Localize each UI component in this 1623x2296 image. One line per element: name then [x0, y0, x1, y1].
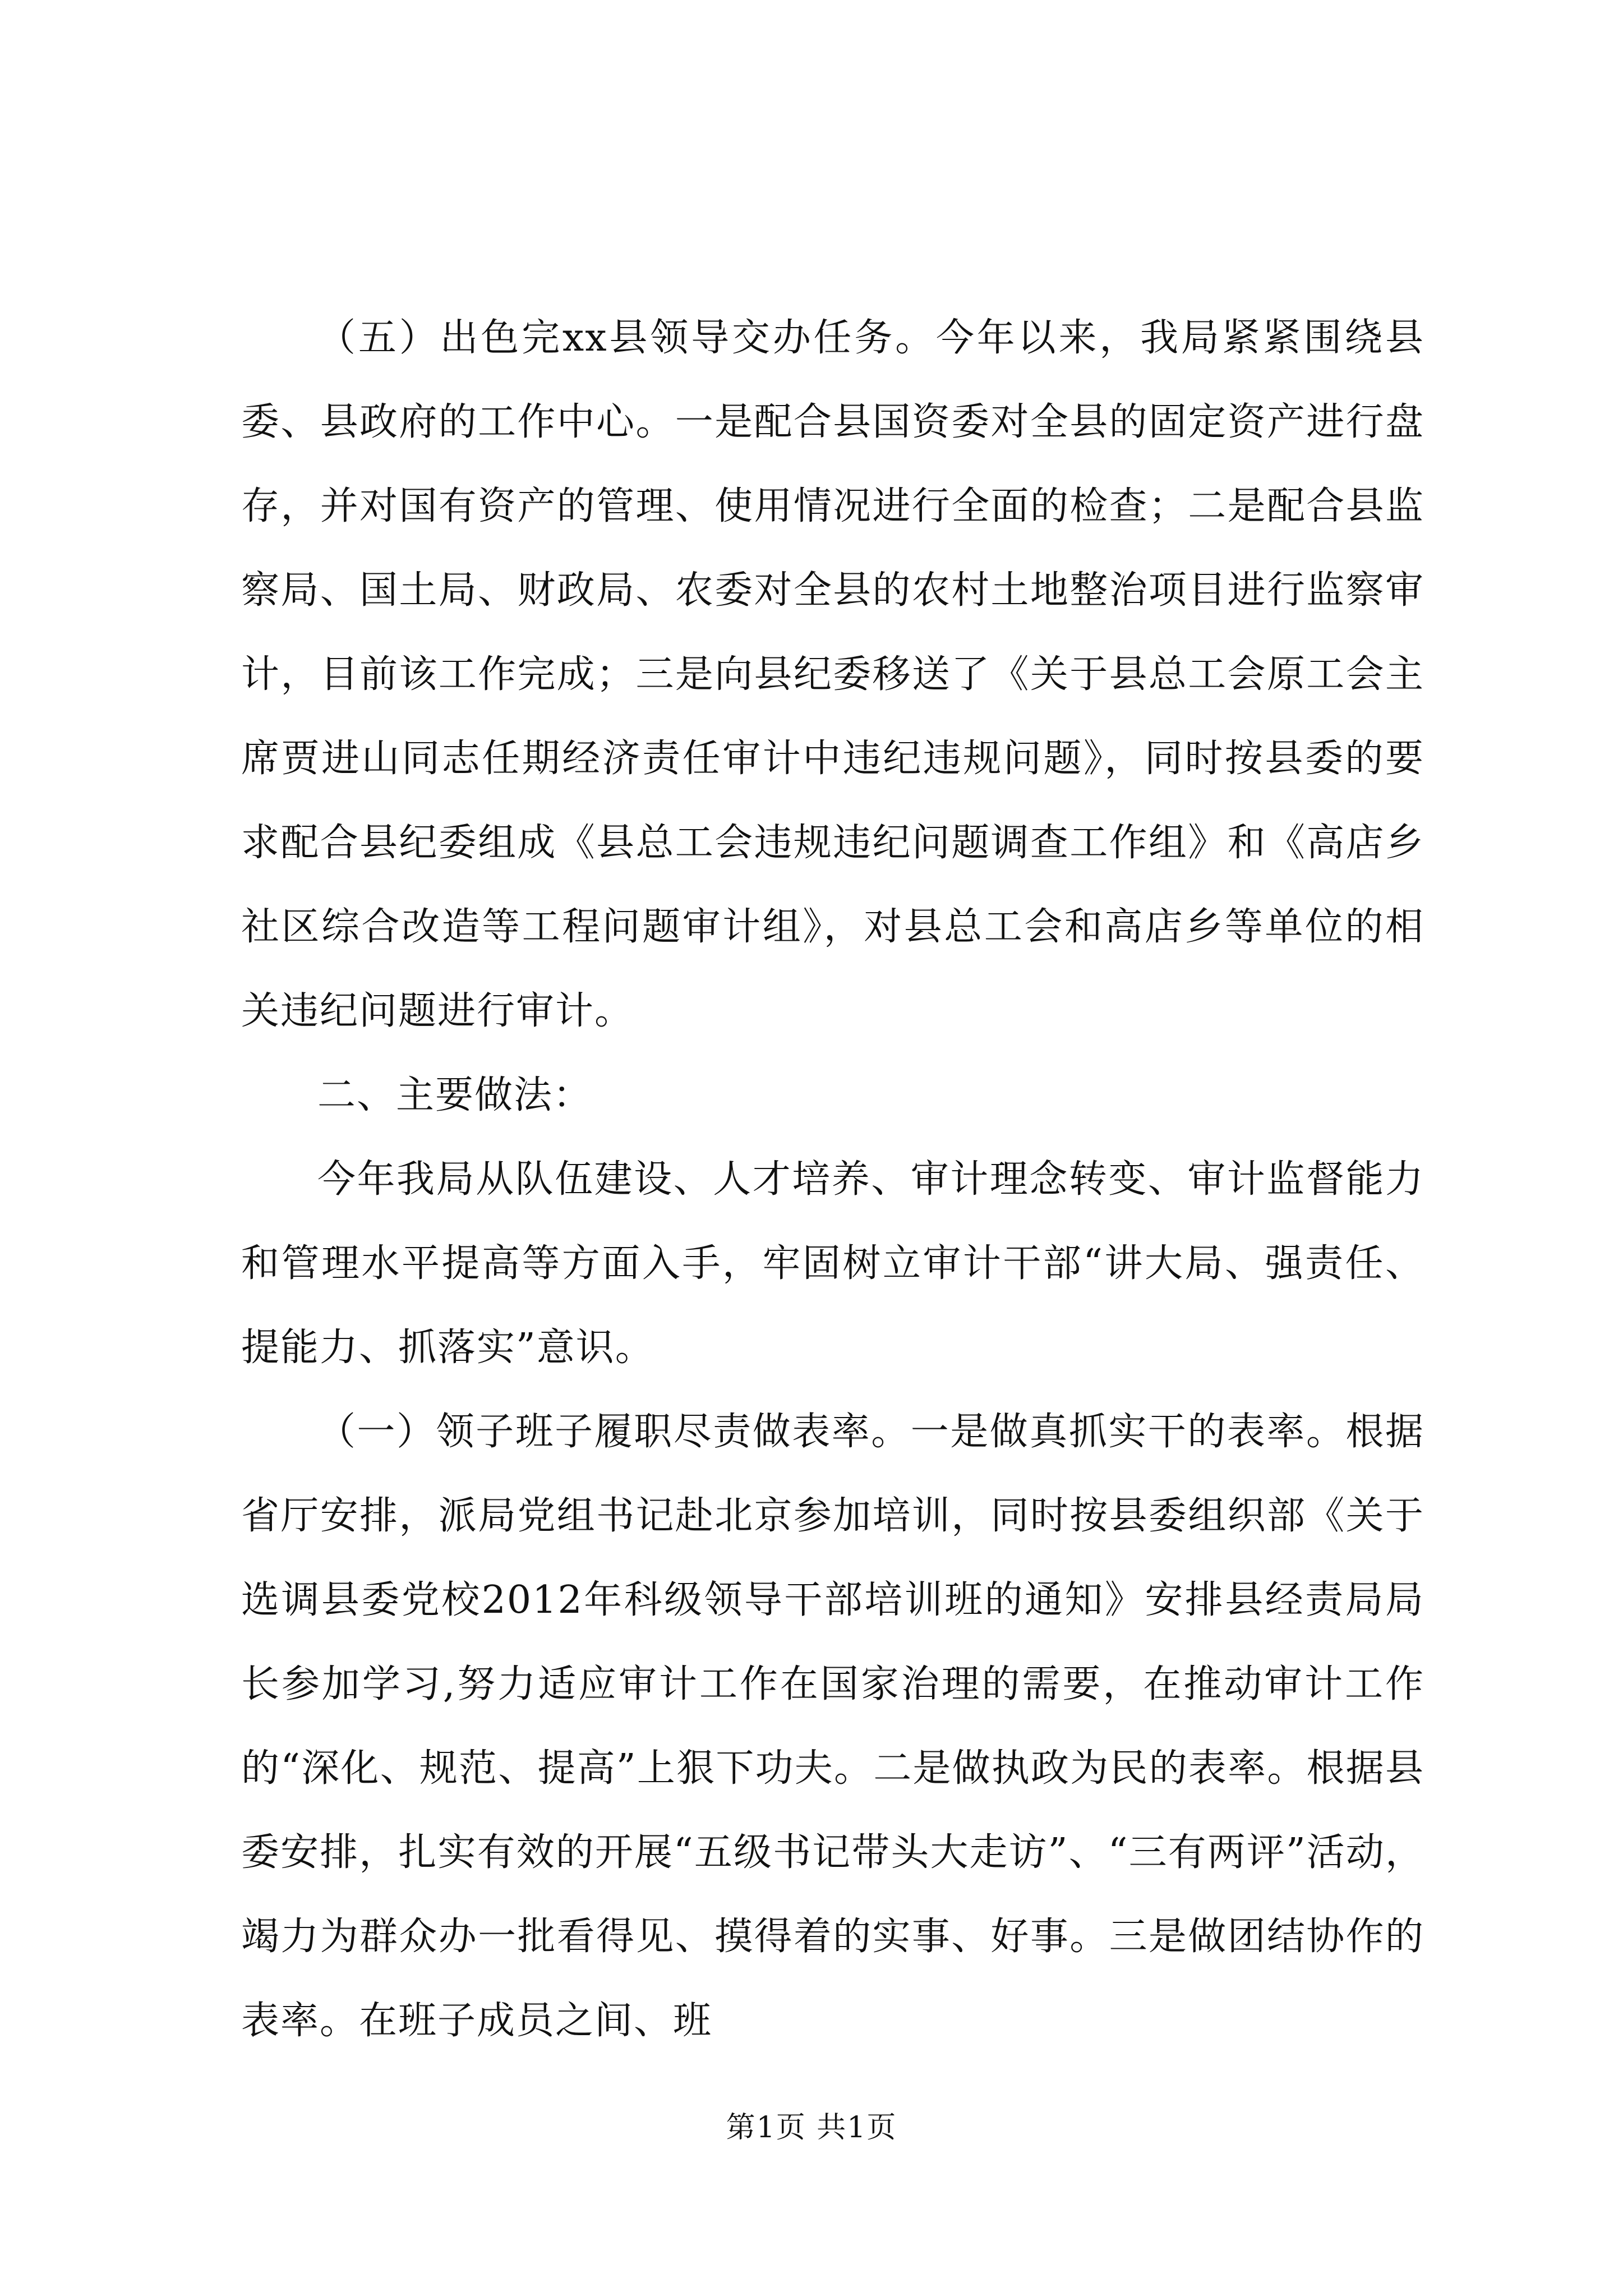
paragraph-leadership-example: （一）领子班子履职尽责做表率。一是做真抓实干的表率。根据省厅安排，派局党组书记赴北京参加培训，同时按县委组织部《关于选调县委党校2012年科级领导干部培训班的通知》安排县经责局局长参加学习,努力适应审计工作在国家治理的需要，在推动审计工作的“深化、规范、提高”上狠下功夫。二是做执政为民的表率。根据县委安排，扎实有效的开展“五级书记带头大走访”、“三有两评”活动，竭力为群众办一批看得见、摸得着的实事、好事。三是做团结协作的表率。在班子成员之间、班	[241, 1410, 1424, 2043]
paragraph-task-completion: （五）出色完xx县领导交办任务。今年以来，我局紧紧围绕县委、县政府的工作中心。一是配合县国资委对全县的固定资产进行盘存，并对国有资产的管理、使用情况进行全面的检查；二是配合县监察局、国土局、财政局、农委对全县的农村土地整治项目进行监察审计，目前该工作完成；三是向县纪委移送了《关于县总工会原工会主席贾进山同志任期经济责任审计中违纪违规问题》，同时按县委的要求配合县纪委组成《县总工会违规违纪问题调查工作组》和《高店乡社区综合改造等工程问题审计组》，对县总工会和高店乡等单位的相关违纪问题进行审计。	[241, 316, 1424, 1033]
paragraph-practices-intro: 今年我局从队伍建设、人才培养、审计理念转变、审计监督能力和管理水平提高等方面入手，牢固树立审计干部“讲大局、强责任、提能力、抓落实”意识。	[241, 1157, 1424, 1370]
document-body	[241, 296, 1424, 2063]
page-footer: 第1页 共1页	[726, 2111, 897, 2145]
section-heading-main-practices: 二、主要做法：	[317, 1073, 593, 1117]
